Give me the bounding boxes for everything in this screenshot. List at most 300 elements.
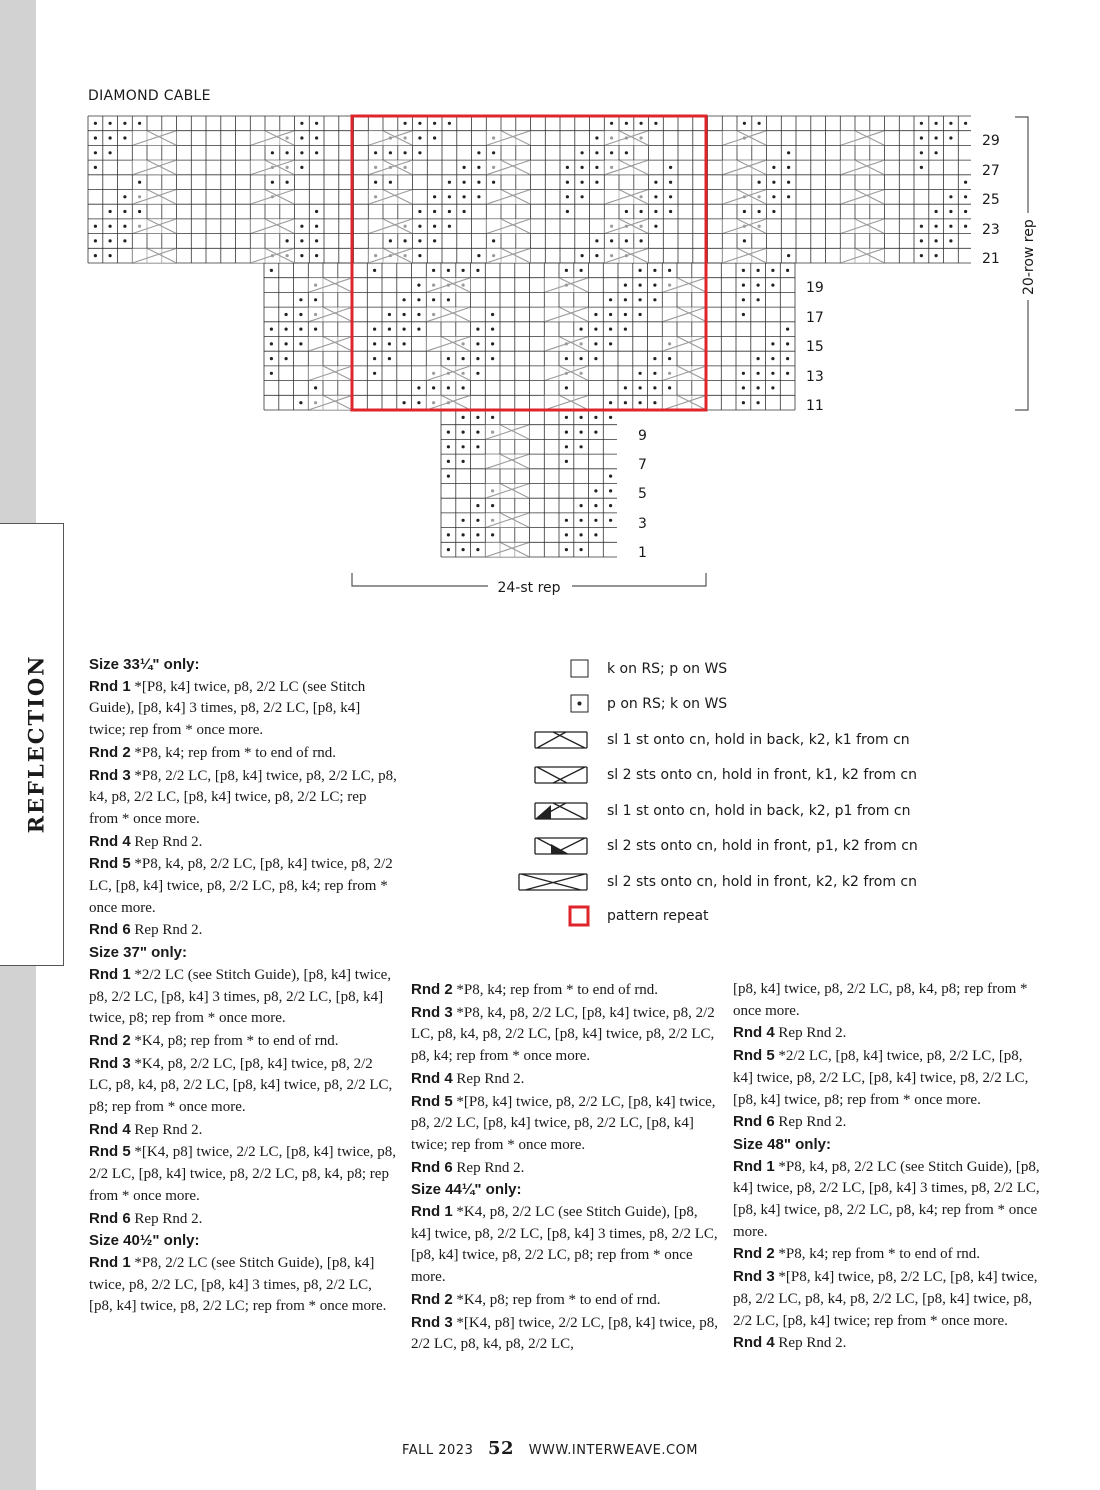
cable-2-1-rc-icon xyxy=(515,726,595,756)
round-label: Rnd 2 xyxy=(89,1031,131,1049)
purl-dot xyxy=(447,431,450,434)
purl-dot xyxy=(758,181,761,184)
cable-cell xyxy=(308,366,352,381)
purl-dot xyxy=(388,328,391,331)
round-label: Rnd 5 xyxy=(89,1143,131,1161)
purl-dot xyxy=(373,372,376,375)
purl-dot xyxy=(491,504,494,507)
legend-text: sl 2 sts onto cn, hold in front, k1, k2 from cn xyxy=(607,767,917,783)
purl-dot xyxy=(565,357,568,360)
round-label: Rnd 1 xyxy=(411,1203,453,1221)
round-text: *P8, k4; rep from * to end of rnd. xyxy=(130,744,337,761)
purl-dot xyxy=(668,269,671,272)
cable-cell xyxy=(486,131,530,146)
purl-dot xyxy=(418,122,421,125)
round-label: Rnd 2 xyxy=(411,981,453,998)
row-number-21: 21 xyxy=(982,251,1000,267)
purl-dot xyxy=(285,313,288,316)
purl-dot xyxy=(463,210,466,213)
purl-dot xyxy=(580,328,583,331)
cable-cell xyxy=(250,160,294,175)
cable-cell xyxy=(132,219,176,234)
purl-dot xyxy=(447,269,450,272)
cable-cell xyxy=(486,248,530,263)
round-instruction xyxy=(733,1022,1043,1045)
purl-dot xyxy=(771,342,774,345)
round-text: *[P8, k4] twice, p8, 2/2 LC, [p8, k4] twice, p8, 2/2 LC, p8, k4, p8, 2/2 LC, [p8, k4] twice, p8, 2/2 LC, [p8, k4] twice; rep from * once more. xyxy=(733,1269,1038,1329)
chart-title: DIAMOND CABLE xyxy=(88,88,211,104)
purl-dot xyxy=(447,533,450,536)
purl-dot xyxy=(669,166,672,169)
round-instruction xyxy=(411,1157,721,1180)
purl-dot xyxy=(609,401,612,404)
purl-dot xyxy=(565,533,568,536)
purl-dot xyxy=(565,416,568,419)
round-text: *K4, p8, 2/2 LC (see Stitch Guide), [p8, k4] twice, p8, 2/2 LC, [p8, k4] 3 times, p8, 2/2 LC, [p8, k4] twice, p8, 2/2 LC, p8; rep from * once more. xyxy=(411,1204,718,1286)
round-instruction xyxy=(733,1045,1043,1111)
purl-dot xyxy=(580,431,583,434)
instructions-column-3 xyxy=(733,979,1043,1355)
purl-dot xyxy=(403,328,406,331)
purl-dot xyxy=(920,225,923,228)
purl-dot xyxy=(566,195,569,198)
cable-cell xyxy=(368,190,412,205)
purl-dot xyxy=(417,328,420,331)
purl-dot xyxy=(463,195,466,198)
purl-dot xyxy=(594,313,597,316)
purl-dot xyxy=(581,254,584,257)
cable-cell xyxy=(604,131,648,146)
purl-dot xyxy=(271,181,274,184)
purl-dot xyxy=(669,181,672,184)
purl-dot xyxy=(743,210,746,213)
purl-dot xyxy=(935,254,938,257)
purl-dot xyxy=(299,328,302,331)
purl-dot xyxy=(757,298,760,301)
cable-cell xyxy=(840,160,884,175)
round-instruction xyxy=(733,1156,1043,1244)
purl-dot xyxy=(373,342,376,345)
purl-dot xyxy=(374,151,377,154)
round-text: *P8, k4, p8, 2/2 LC (see Stitch Guide), [p8, k4] twice, p8, 2/2 LC, [p8, k4] 3 times, p8, 2/2 LC, [p8, k4] twice, p8, 2/2 LC, p8, k4; rep from * once more. xyxy=(733,1158,1040,1240)
purl-dot xyxy=(668,357,671,360)
round-text: Rep Rnd 2. xyxy=(774,1025,847,1042)
cable-cell xyxy=(250,190,294,205)
purl-dot xyxy=(935,225,938,228)
legend-item-1-2-lpc xyxy=(515,832,935,862)
purl-dot xyxy=(477,195,480,198)
purl-dot xyxy=(476,342,479,345)
cable-cell xyxy=(486,190,530,205)
purl-dot xyxy=(123,210,126,213)
purl-dot xyxy=(757,284,760,287)
purl-dot xyxy=(270,342,273,345)
purl-dot xyxy=(653,284,656,287)
purl-dot xyxy=(477,254,480,257)
purl-dot xyxy=(417,401,420,404)
instructions-column-2 xyxy=(411,979,721,1356)
purl-dot xyxy=(123,239,126,242)
purl-dot xyxy=(771,284,774,287)
round-label: Rnd 1 xyxy=(89,1253,131,1271)
purl-dot xyxy=(94,166,97,169)
purl-dot xyxy=(625,151,628,154)
purl-dot xyxy=(94,254,97,257)
purl-dot xyxy=(654,195,657,198)
purl-dot xyxy=(300,239,303,242)
purl-dot xyxy=(920,254,923,257)
round-label: Rnd 3 xyxy=(733,1268,775,1286)
diamond-cable-chart xyxy=(0,0,1100,610)
purl-dot xyxy=(299,401,302,404)
purl-dot xyxy=(447,460,450,463)
purl-dot xyxy=(123,122,126,125)
purl-dot xyxy=(610,151,613,154)
round-text: *[K4, p8] twice, 2/2 LC, [p8, k4] twice, p8, 2/2 LC, [p8, k4] twice, p8, 2/2 LC, p8, k4, p8; rep from * once more. xyxy=(89,1144,397,1204)
legend-text: sl 1 st onto cn, hold in back, k2, p1 from cn xyxy=(607,803,911,819)
purl-dot xyxy=(742,313,745,316)
purl-dot xyxy=(595,254,598,257)
purl-dot xyxy=(653,386,656,389)
purl-dot xyxy=(463,181,466,184)
round-instruction xyxy=(411,1002,721,1068)
purl-dot xyxy=(476,504,479,507)
cable-cell xyxy=(426,395,470,410)
purl-dot xyxy=(772,210,775,213)
purl-dot xyxy=(935,239,938,242)
purl-dot xyxy=(786,269,789,272)
round-instruction xyxy=(89,676,399,742)
purl-dot xyxy=(447,548,450,551)
purl-dot xyxy=(594,519,597,522)
cable-cell xyxy=(308,395,352,410)
cable-cell xyxy=(132,131,176,146)
purl-dot xyxy=(787,181,790,184)
purl-dot xyxy=(492,181,495,184)
round-label: Rnd 1 xyxy=(89,965,131,983)
st-repeat-bracket xyxy=(352,573,706,596)
purl-dot xyxy=(300,225,303,228)
purl-dot xyxy=(432,269,435,272)
purl-dot xyxy=(742,386,745,389)
round-text: *K4, p8; rep from * to end of rnd. xyxy=(452,1291,661,1308)
purl-dot xyxy=(580,445,583,448)
purl-dot xyxy=(668,386,671,389)
purl-dot xyxy=(786,328,789,331)
purl-dot xyxy=(743,239,746,242)
page-footer xyxy=(0,1438,1100,1459)
cable-cell xyxy=(368,219,412,234)
purl-dot xyxy=(565,460,568,463)
purl-dot xyxy=(109,136,112,139)
purl-dot xyxy=(491,533,494,536)
purl-dot xyxy=(373,357,376,360)
purl-dot xyxy=(639,401,642,404)
purl-dot xyxy=(949,239,952,242)
round-text: *P8, 2/2 LC, [p8, k4] twice, p8, 2/2 LC, p8, k4, p8, 2/2 LC, [p8, k4] twice, p8, 2/2 LC; rep from * once more. xyxy=(89,767,397,827)
cable-1-2-lpc-icon xyxy=(515,832,595,862)
purl-dot xyxy=(609,328,612,331)
purl-dot xyxy=(491,357,494,360)
purl-dot xyxy=(787,195,790,198)
cable-cell xyxy=(662,366,706,381)
purl-dot xyxy=(462,431,465,434)
purl-dot xyxy=(433,239,436,242)
purl-dot xyxy=(447,298,450,301)
round-label: Rnd 3 xyxy=(89,1054,131,1072)
purl-dot xyxy=(757,269,760,272)
cable-cell xyxy=(544,307,588,322)
purl-dot xyxy=(609,504,612,507)
cable-cell xyxy=(426,307,470,322)
round-instruction xyxy=(89,919,399,942)
round-instruction xyxy=(89,765,399,831)
legend-text: sl 2 sts onto cn, hold in front, k2, k2 from cn xyxy=(607,874,917,890)
purl-dot xyxy=(920,151,923,154)
cable-cell xyxy=(722,190,766,205)
purl-dot xyxy=(935,122,938,125)
row-repeat-label: 20-row rep xyxy=(1021,219,1037,295)
purl-dot xyxy=(742,298,745,301)
purl-dot xyxy=(389,181,392,184)
purl-dot xyxy=(491,342,494,345)
purl-dot xyxy=(786,342,789,345)
legend-item-1-2-lc xyxy=(515,761,935,791)
purl-dot xyxy=(476,548,479,551)
purl-dot xyxy=(374,181,377,184)
cable-cell xyxy=(250,131,294,146)
purl-dot xyxy=(447,475,450,478)
purl-dot xyxy=(594,489,597,492)
round-text: *2/2 LC (see Stitch Guide), [p8, k4] twice, p8, 2/2 LC, [p8, k4] 3 times, p8, 2/2 LC, [p8, k4] twice, p8; rep from * once more. xyxy=(89,966,392,1027)
purl-dot xyxy=(138,210,141,213)
purl-dot xyxy=(609,342,612,345)
cable-cell xyxy=(840,190,884,205)
purl-dot xyxy=(476,416,479,419)
cable-cell xyxy=(722,131,766,146)
cable-cell xyxy=(485,513,529,528)
purl-dot xyxy=(476,431,479,434)
purl-dot xyxy=(388,357,391,360)
cable-cell xyxy=(426,337,470,352)
purl-dot xyxy=(448,210,451,213)
legend-item-2-1-rpc xyxy=(515,797,935,827)
purl-dot xyxy=(462,548,465,551)
purl-dot xyxy=(447,386,450,389)
legend-item-knit xyxy=(515,655,935,685)
cable-cell xyxy=(840,248,884,263)
purl-dot xyxy=(315,210,318,213)
purl-dot xyxy=(476,372,479,375)
purl-dot xyxy=(388,342,391,345)
purl-dot xyxy=(920,136,923,139)
purl-dot xyxy=(757,372,760,375)
purl-dot xyxy=(271,151,274,154)
purl-dot xyxy=(462,460,465,463)
round-instruction xyxy=(89,831,399,854)
instructions-column-1 xyxy=(89,654,399,1318)
purl-dot xyxy=(462,533,465,536)
purl-dot xyxy=(624,401,627,404)
size-heading: Size 33¼" only: xyxy=(89,656,200,673)
purl-dot xyxy=(315,136,318,139)
cable-cell xyxy=(308,337,352,352)
purl-dot xyxy=(639,284,642,287)
purl-dot xyxy=(109,225,112,228)
purl-dot xyxy=(742,269,745,272)
purl-dot xyxy=(109,239,112,242)
legend-text: k on RS; p on WS xyxy=(607,661,728,677)
purl-dot xyxy=(299,342,302,345)
cable-1-2-lc-icon xyxy=(515,761,595,791)
cable-cell xyxy=(426,278,470,293)
purl-dot xyxy=(580,504,583,507)
purl-dot xyxy=(462,519,465,522)
purl-dot xyxy=(742,372,745,375)
cable-2-1-rpc-icon xyxy=(515,797,595,827)
purl-dot xyxy=(580,519,583,522)
purl-dot xyxy=(580,533,583,536)
purl-dot xyxy=(640,239,643,242)
round-instruction xyxy=(411,1312,721,1356)
purl-dot xyxy=(566,166,569,169)
purl-dot xyxy=(270,328,273,331)
cable-2-2-lc-icon xyxy=(515,868,595,898)
purl-dot xyxy=(315,151,318,154)
round-instruction xyxy=(89,1208,399,1231)
purl-dot xyxy=(772,195,775,198)
purl-dot xyxy=(757,401,760,404)
purl-dot xyxy=(640,122,643,125)
row-number-15: 15 xyxy=(806,339,824,355)
purl-dot xyxy=(595,166,598,169)
round-text: *[K4, p8] twice, 2/2 LC, [p8, k4] twice, p8, 2/2 LC, p8, k4, p8, 2/2 LC, xyxy=(411,1314,719,1353)
round-text: *[P8, k4] twice, p8, 2/2 LC (see Stitch Guide), [p8, k4] 3 times, p8, 2/2 LC, [p8, k4] twice; rep from * once more. xyxy=(89,678,366,739)
round-instruction xyxy=(89,1252,399,1318)
purl-dot xyxy=(418,254,421,257)
cable-cell xyxy=(840,219,884,234)
purl-dot xyxy=(432,386,435,389)
round-label: Rnd 4 xyxy=(733,1024,775,1042)
purl-dot xyxy=(742,401,745,404)
round-text: *P8, k4; rep from * to end of rnd. xyxy=(452,982,659,998)
round-text: *K4, p8, 2/2 LC, [p8, k4] twice, p8, 2/2 LC, p8, k4, p8, 2/2 LC, [p8, k4] twice, p8, 2/2 LC, p8; rep from * once more. xyxy=(89,1055,393,1116)
round-instruction xyxy=(411,1068,721,1091)
purl-dot xyxy=(964,225,967,228)
knit-square-icon xyxy=(515,655,595,685)
purl-dot xyxy=(757,386,760,389)
purl-dot xyxy=(373,269,376,272)
round-instruction xyxy=(89,1053,399,1119)
legend-item-2-2-lc xyxy=(515,868,935,898)
round-label: Rnd 4 xyxy=(733,1334,775,1352)
cable-cell xyxy=(544,366,588,381)
round-instruction xyxy=(733,1111,1043,1134)
purl-dot xyxy=(315,225,318,228)
round-label: Rnd 6 xyxy=(89,1209,131,1227)
cable-cell xyxy=(250,219,294,234)
purl-dot xyxy=(286,151,289,154)
cable-cell xyxy=(840,131,884,146)
legend-item-purl xyxy=(515,690,935,720)
purl-dot xyxy=(669,210,672,213)
purl-dot xyxy=(123,195,126,198)
cable-cell xyxy=(544,395,588,410)
purl-dot xyxy=(624,313,627,316)
purl-dot xyxy=(757,357,760,360)
purl-dot xyxy=(610,239,613,242)
purl-dot xyxy=(935,151,938,154)
purl-dot xyxy=(949,210,952,213)
purl-dot xyxy=(491,416,494,419)
row-number-19: 19 xyxy=(806,280,824,296)
purl-dot xyxy=(285,328,288,331)
cable-cell xyxy=(662,395,706,410)
round-text: Rep Rnd 2. xyxy=(130,1121,203,1138)
purl-dot xyxy=(300,254,303,257)
purl-dot xyxy=(624,386,627,389)
purl-dot xyxy=(624,284,627,287)
purl-dot xyxy=(935,136,938,139)
purl-dot xyxy=(581,151,584,154)
purl-dot xyxy=(639,372,642,375)
size-heading: Size 44¼" only: xyxy=(411,1181,522,1199)
purl-dot xyxy=(94,136,97,139)
purl-dot xyxy=(462,269,465,272)
purl-dot xyxy=(94,225,97,228)
purl-dot xyxy=(935,210,938,213)
legend-item-2-1-rc xyxy=(515,726,935,756)
purl-dot xyxy=(315,254,318,257)
purl-dot xyxy=(448,195,451,198)
cable-cell xyxy=(604,190,648,205)
round-label: Rnd 5 xyxy=(411,1092,453,1110)
purl-dot xyxy=(758,210,761,213)
purl-dot xyxy=(581,181,584,184)
purl-dot xyxy=(771,386,774,389)
purl-dot xyxy=(462,445,465,448)
legend-text: pattern repeat xyxy=(607,908,709,924)
purl-dot xyxy=(389,151,392,154)
purl-dot xyxy=(581,195,584,198)
purl-dot xyxy=(462,386,465,389)
round-text: *P8, 2/2 LC (see Stitch Guide), [p8, k4] twice, p8, 2/2 LC, [p8, k4] 3 times, p8, 2/2 LC, [p8, k4] twice, p8, 2/2 LC; rep from * once more. xyxy=(89,1254,387,1315)
purl-dot xyxy=(492,239,495,242)
purl-dot xyxy=(964,122,967,125)
purl-dot xyxy=(654,225,657,228)
purl-dot xyxy=(565,519,568,522)
round-label: Rnd 4 xyxy=(411,1069,453,1087)
cable-cell xyxy=(132,160,176,175)
round-text: Rep Rnd 2. xyxy=(130,1210,203,1227)
purl-dot xyxy=(609,519,612,522)
purl-dot xyxy=(920,166,923,169)
round-label: Rnd 5 xyxy=(89,855,131,873)
purl-dot xyxy=(462,357,465,360)
round-instruction xyxy=(411,979,721,1002)
row-number-5: 5 xyxy=(638,486,647,502)
round-label: Rnd 6 xyxy=(733,1113,775,1131)
purl-dot xyxy=(964,195,967,198)
purl-dot xyxy=(299,313,302,316)
purl-dot xyxy=(639,298,642,301)
purl-dot xyxy=(109,210,112,213)
cable-cell xyxy=(722,219,766,234)
purl-dot xyxy=(787,151,790,154)
round-text: *2/2 LC, [p8, k4] twice, p8, 2/2 LC, [p8, k4] twice, p8, 2/2 LC, [p8, k4] twice, p8, 2/2 LC, [p8, k4] twice, p8; rep from * once more. xyxy=(733,1048,1029,1108)
issue-label: FALL 2023 xyxy=(401,1443,474,1458)
row-number-27: 27 xyxy=(982,163,1000,179)
